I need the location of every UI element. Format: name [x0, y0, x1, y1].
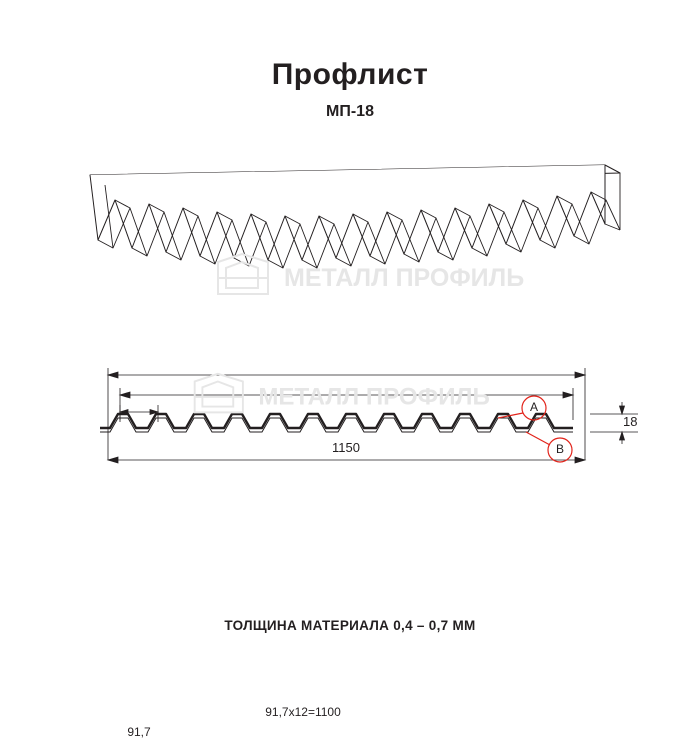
sheet-3d-view: [60, 140, 640, 310]
label-pitch: 91,7: [127, 725, 151, 739]
dim-overall-bottom: [108, 457, 585, 463]
watermark-text: МЕТАЛЛ ПРОФИЛЬ: [258, 383, 490, 411]
watermark-text: МЕТАЛЛ ПРОФИЛЬ: [284, 264, 525, 292]
label-overall-width: 1150: [332, 440, 360, 455]
label-callout-a: A: [529, 400, 539, 414]
label-working-width: 91,7х12=1100: [265, 705, 341, 719]
label-height: 18: [623, 414, 638, 429]
product-model: МП-18: [326, 103, 374, 120]
callout-a: [498, 396, 546, 420]
callout-b: [526, 432, 572, 462]
label-callout-b: B: [555, 442, 565, 456]
material-thickness-note: ТОЛЩИНА МАТЕРИАЛА 0,4 – 0,7 ММ: [224, 618, 476, 633]
page-title: Профлист: [271, 58, 429, 91]
